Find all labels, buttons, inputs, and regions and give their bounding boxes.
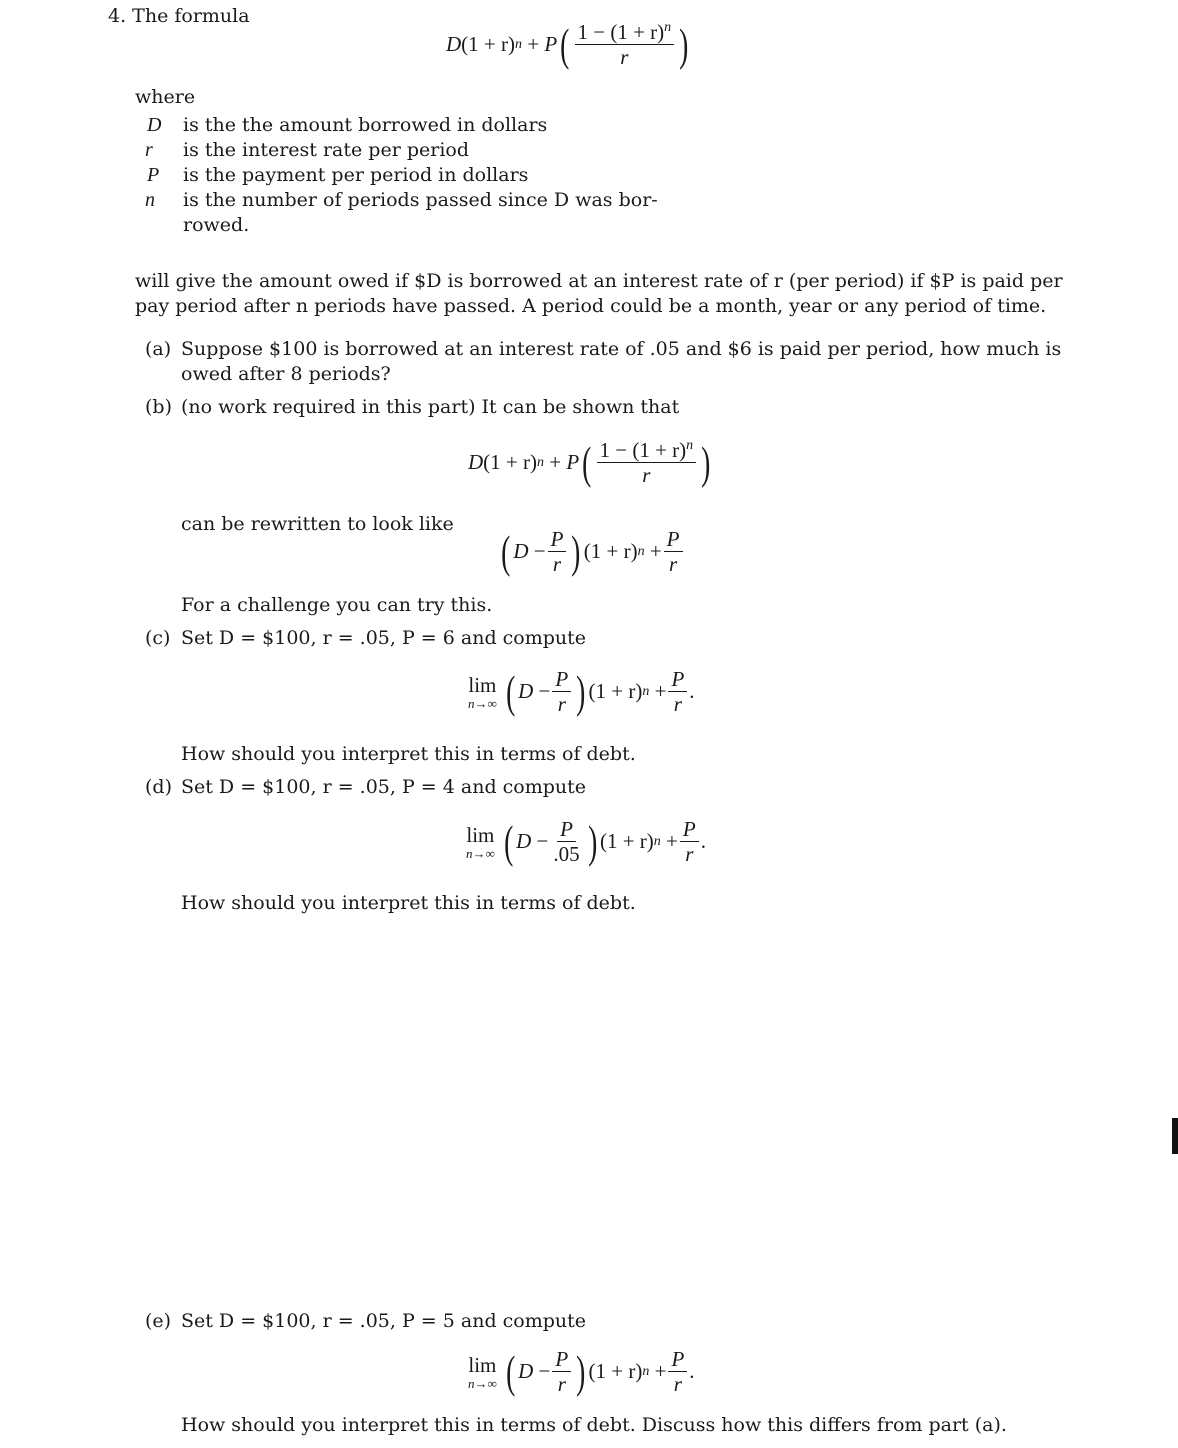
limit-d: lim n→∞ ( D − $\frac{P}{.05}$ ) (1 + r) n + $\frac{P}{r}$ . (466, 815, 706, 867)
part-c-label: (c) (145, 627, 171, 649)
where-label: where (135, 86, 196, 108)
def-text-D: is the the amount borrowed in dollars (183, 114, 548, 136)
def-symbol-n: n (145, 189, 155, 211)
part-e-label: (e) (145, 1310, 172, 1332)
part-d-label: (d) (145, 776, 172, 798)
paragraph-line-2: pay period after n periods have passed. A period could be a month, year or any period of time. (135, 295, 1047, 317)
scrollbar-thumb[interactable] (1172, 1118, 1178, 1154)
limit-c: lim n→∞ ( D − $\frac{P}{r}$ ) (1 + r) n + $\frac{P}{r}$ . (468, 665, 695, 717)
paragraph-line-1: will give the amount owed if $D is borrowed at an interest rate of r (per period) if $P is paid per (135, 270, 1063, 292)
part-a-line-1: Suppose $100 is borrowed at an interest rate of .05 and $6 is paid per period, how much is (181, 338, 1062, 360)
def-text-r: is the interest rate per period (183, 139, 469, 161)
def-text-P: is the payment per period in dollars (183, 164, 529, 186)
def-text-n: is the number of periods passed since D was bor- (183, 189, 658, 211)
part-b-challenge: For a challenge you can try this. (181, 594, 493, 616)
def-symbol-r: r (145, 139, 153, 161)
part-e-text: Set D = $100, r = .05, P = 5 and compute (181, 1310, 587, 1332)
formula-b-rewritten: ( D − $\frac{P}{r}$ ) (1 + r) n + $\frac{P}{r}$ (498, 527, 685, 576)
formula-b: D (1 + r) n + P ( $\frac{1 - (1 + r)^n}{r}$ ) (468, 436, 711, 488)
part-a-line-2: owed after 8 periods? (181, 363, 391, 385)
limit-e: lim n→∞ ( D − $\frac{P}{r}$ ) (1 + r) n + $\frac{P}{r}$ . (468, 1345, 695, 1397)
part-b-label: (b) (145, 396, 172, 418)
def-symbol-P: P (147, 164, 160, 186)
part-c-interpret: How should you interpret this in terms of debt. (181, 743, 636, 765)
part-b-rewrite: can be rewritten to look like (181, 513, 454, 535)
def-symbol-D: D (147, 114, 162, 136)
part-e-interpret: How should you interpret this in terms of debt. Discuss how this differs from part (a). (181, 1414, 1007, 1436)
part-b-text: (no work required in this part) It can be shown that (181, 396, 680, 418)
part-a-label: (a) (145, 338, 172, 360)
part-d-interpret: How should you interpret this in terms of debt. (181, 892, 636, 914)
formula-main: D (1 + r) n + P ( $\frac{1 - (1 + r)^n}{r}$ ) (446, 18, 689, 70)
part-c-text: Set D = $100, r = .05, P = 6 and compute (181, 627, 587, 649)
part-d-text: Set D = $100, r = .05, P = 4 and compute (181, 776, 587, 798)
problem-intro: 4. The formula (108, 5, 250, 27)
def-text-n-cont: rowed. (183, 214, 250, 236)
